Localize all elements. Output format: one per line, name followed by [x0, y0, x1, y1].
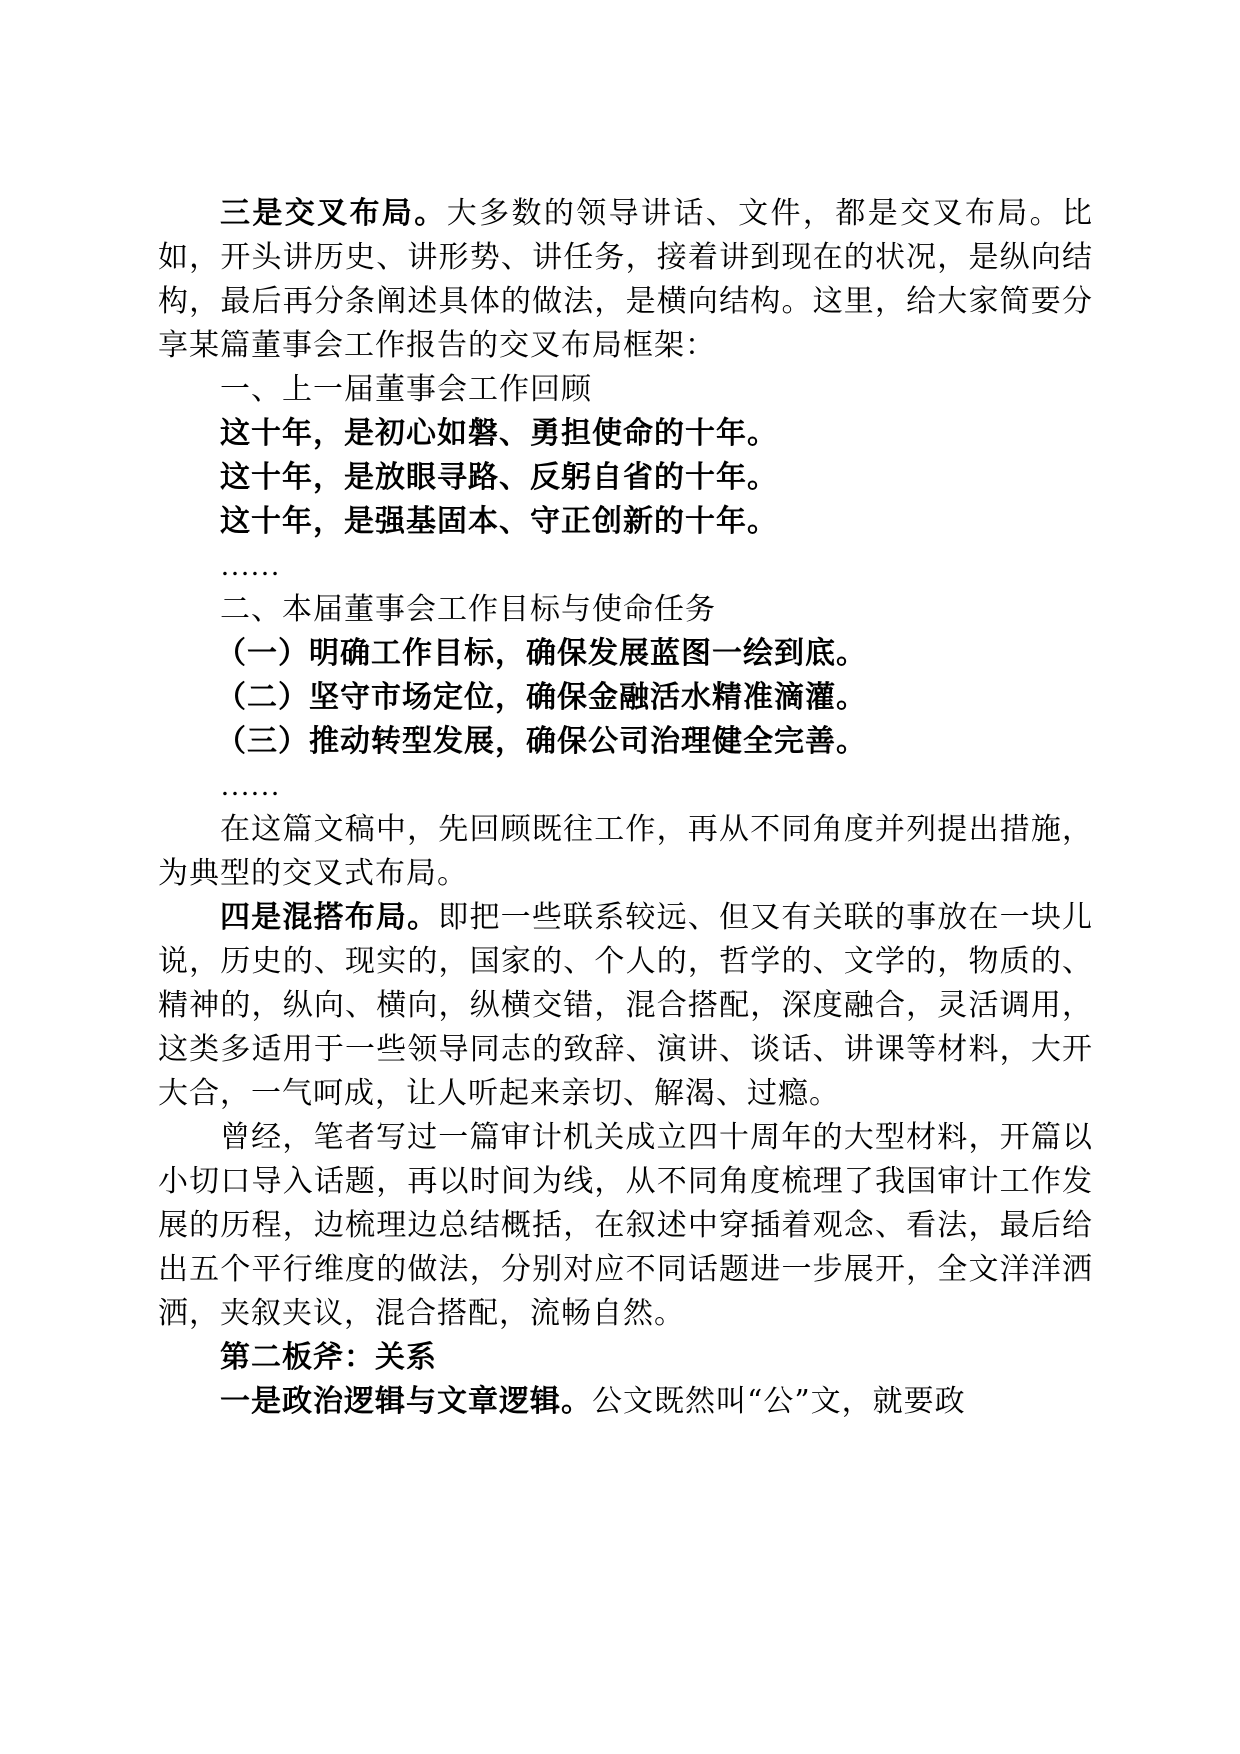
paragraph-summary: 在这篇文稿中，先回顾既往工作，再从不同角度并列提出措施，为典型的交叉式布局。	[158, 812, 1093, 891]
section-heading-review: 一、上一届董事会工作回顾	[220, 372, 592, 407]
paragraph-text: 大多数的领导讲话、文件，都是交叉布局。比如，开头讲历史、讲形势、讲任务，接着讲到现在的状况，是纵向结构，最后再分条阐述具体的做法，是横向结构。这里，给大家简要分享某篇董事会工作报告的交叉布局框架：	[158, 196, 1094, 363]
decade-line: 这十年，是强基固本、守正创新的十年。	[220, 504, 778, 539]
paragraph-example: 曾经，笔者写过一篇审计机关成立四十周年的大型材料，开篇以小切口导入话题，再以时间为线，从不同角度梳理了我国审计工作发展的历程，边梳理边总结概括，在叙述中穿插着观念、看法，最后给出五个平行维度的做法，分别对应不同话题进一步展开，全文洋洋洒洒，夹叙夹议，混合搭配，流畅自然。	[158, 1120, 1093, 1331]
paragraph-logic	[158, 1380, 1093, 1424]
paragraph-cross-layout	[158, 192, 1093, 368]
paragraph-lead: 一是政治逻辑与文章逻辑。	[220, 1384, 592, 1419]
section-heading-goals: 二、本届董事会工作目标与使命任务	[220, 592, 716, 627]
task-line: （三）推动转型发展，确保公司治理健全完善。	[216, 724, 867, 759]
paragraph-lead: 三是交叉布局。	[220, 196, 447, 231]
ellipsis: ……	[220, 769, 280, 802]
document-body	[158, 192, 1093, 1424]
task-line: （二）坚守市场定位，确保金融活水精准滴灌。	[216, 680, 867, 715]
paragraph-text: 即把一些联系较远、但又有关联的事放在一块儿说，历史的、现实的，国家的、个人的，哲学的、文学的，物质的、精神的，纵向、横向，纵横交错，混合搭配，深度融合，灵活调用，这类多适用于一些领导同志的致辞、演讲、谈话、讲课等材料，大开大合，一气呵成，让人听起来亲切、解渴、过瘾。	[158, 900, 1093, 1111]
paragraph-lead: 四是混搭布局。	[220, 900, 439, 935]
section-heading-relations: 第二板斧：关系	[220, 1340, 437, 1375]
decade-line: 这十年，是初心如磐、勇担使命的十年。	[220, 416, 778, 451]
decade-line: 这十年，是放眼寻路、反躬自省的十年。	[220, 460, 778, 495]
paragraph-mixed-layout	[158, 896, 1093, 1116]
task-line: （一）明确工作目标，确保发展蓝图一绘到底。	[216, 636, 867, 671]
paragraph-text: 公文既然叫“公”文，就要政	[592, 1384, 966, 1419]
ellipsis: ……	[220, 549, 280, 582]
